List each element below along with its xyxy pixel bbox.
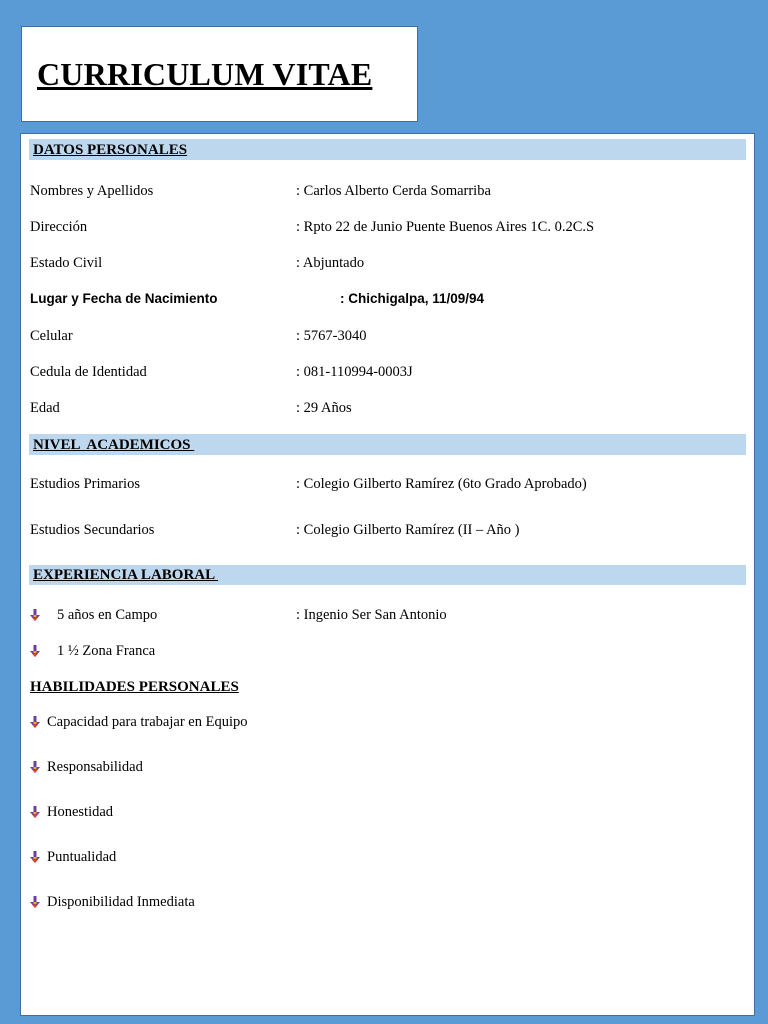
arrow-bullet-icon (30, 806, 40, 818)
personal-value: : Abjuntado (296, 255, 365, 271)
personal-row (30, 361, 745, 383)
experience-label: 1 ½ Zona Franca (57, 643, 156, 659)
skill-item (30, 891, 745, 913)
arrow-bullet-icon (30, 609, 40, 621)
academic-value: : Colegio Gilberto Ramírez (II – Año ) (296, 522, 520, 538)
arrow-bullet-icon (30, 761, 40, 773)
academic-label: Estudios Primarios (30, 476, 140, 492)
personal-label: Celular (30, 328, 73, 344)
skill-label: Responsabilidad (47, 759, 143, 775)
personal-label: Lugar y Fecha de Nacimiento (30, 291, 218, 306)
skill-label: Honestidad (47, 804, 114, 820)
experience-value: : Ingenio Ser San Antonio (296, 607, 447, 623)
section-academic-heading: NIVEL ACADEMICOS (33, 437, 195, 453)
skill-label: Disponibilidad Inmediata (47, 894, 195, 910)
personal-label: Nombres y Apellidos (30, 183, 154, 199)
experience-item (30, 604, 745, 626)
skill-label: Capacidad para trabajar en Equipo (47, 714, 248, 730)
experience-label: 5 años en Campo (57, 607, 158, 623)
personal-row (30, 216, 745, 238)
cv-page (20, 133, 755, 1016)
personal-row (30, 252, 745, 274)
arrow-bullet-icon (30, 851, 40, 863)
personal-value: : 081-110994-0003J (296, 364, 413, 380)
document-title: CURRICULUM VITAE (37, 56, 373, 92)
section-personal-heading: DATOS PERSONALES (33, 142, 188, 158)
skill-item (30, 711, 745, 733)
academic-value: : Colegio Gilberto Ramírez (6to Grado Aprobado) (296, 476, 587, 492)
title-box (21, 26, 418, 122)
skill-item (30, 846, 745, 868)
skill-item (30, 801, 745, 823)
personal-value: : Rpto 22 de Junio Puente Buenos Aires 1C. 0.2C.S (296, 219, 595, 235)
academic-row (30, 473, 745, 495)
arrow-bullet-icon (30, 896, 40, 908)
personal-label: Cedula de Identidad (30, 364, 147, 380)
personal-row (30, 325, 745, 347)
arrow-bullet-icon (30, 645, 40, 657)
section-academic (29, 434, 746, 455)
academic-label: Estudios Secundarios (30, 522, 155, 538)
academic-row (30, 519, 745, 541)
personal-value: : 5767-3040 (296, 328, 367, 344)
personal-label: Estado Civil (30, 255, 103, 271)
section-experience (29, 565, 746, 585)
section-experience-heading: EXPERIENCIA LABORAL (33, 567, 219, 583)
experience-item (30, 640, 745, 662)
section-skills-heading: HABILIDADES PERSONALES (30, 679, 239, 695)
personal-row (30, 180, 745, 202)
personal-row (30, 397, 745, 419)
personal-value: : Carlos Alberto Cerda Somarriba (296, 183, 491, 199)
skill-label: Puntualidad (47, 849, 117, 865)
personal-label: Dirección (30, 219, 88, 235)
skill-item (30, 756, 745, 778)
arrow-bullet-icon (30, 716, 40, 728)
personal-value: : Chichigalpa, 11/09/94 (340, 291, 485, 306)
personal-label: Edad (30, 400, 60, 416)
section-personal (29, 139, 746, 160)
personal-value: : 29 Años (296, 400, 352, 416)
personal-row (30, 288, 745, 310)
